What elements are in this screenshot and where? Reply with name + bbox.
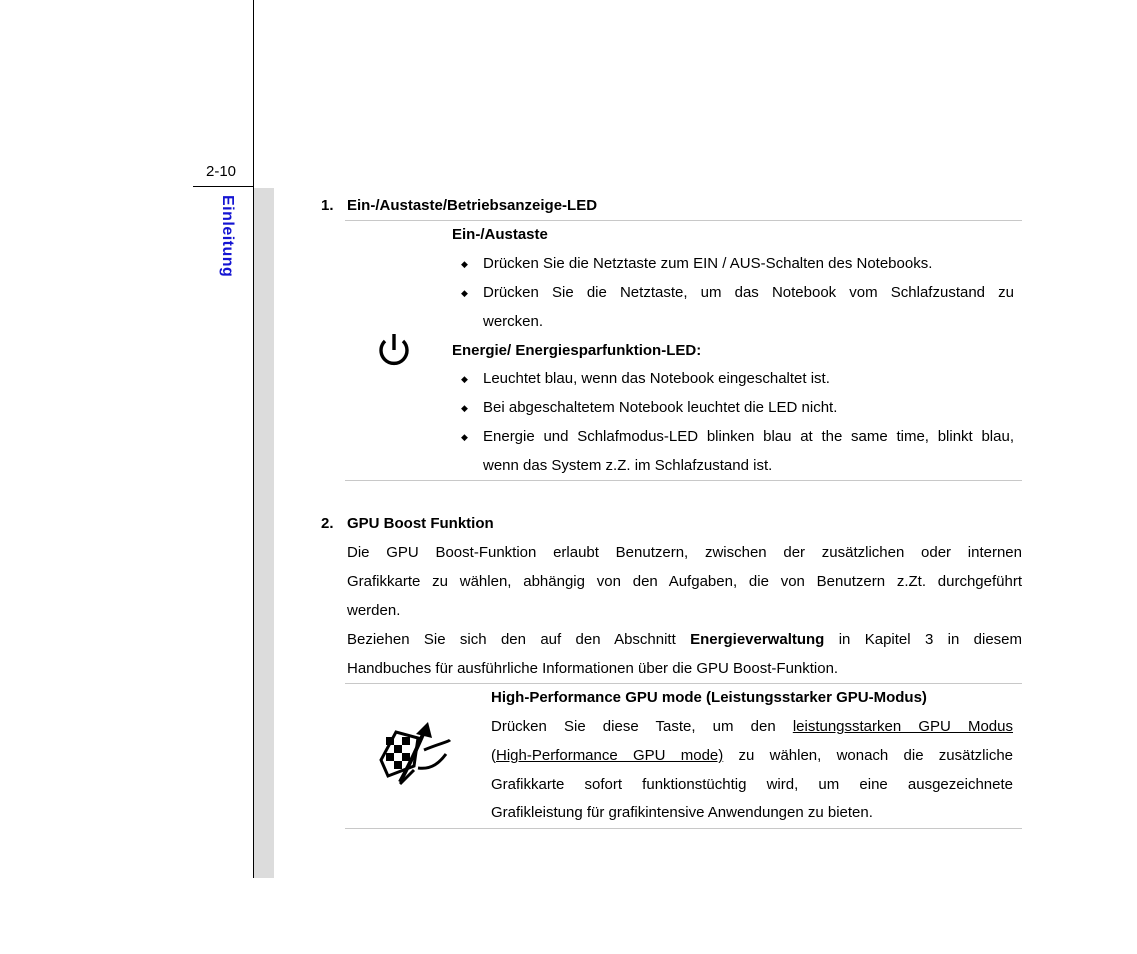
section-1-number: 1. [321,197,334,214]
section-1-title: Ein-/Austaste/Betriebsanzeige-LED [347,197,598,214]
chapter-label: Einleitung [219,195,236,278]
paragraph-line: Beziehen Sie sich den auf den Abschnitt Energieverwaltung in Kapitel 3 in diesem [347,631,1023,648]
bullet-icon: ◆ [461,288,468,298]
section-2-number: 2. [321,515,334,532]
bullet-text: Leuchtet blau, wenn das Notebook eingeschaltet ist. [483,370,830,387]
gpu-boost-icon [378,720,452,794]
gpu-box-bottom-rule [345,828,1022,829]
led-heading: Energie/ Energiesparfunktion-LED: [452,342,702,359]
gpu-box-line: Drücken Sie diese Taste, um den leistungsstarken GPU Modus [491,718,1013,735]
sidebar-bar [254,188,274,878]
page-number-rule [193,186,254,187]
page-number: 2-10 [206,163,237,180]
bullet-icon: ◆ [461,403,468,413]
bullet-text-continued: wercken. [483,313,544,330]
bullet-icon: ◆ [461,259,468,269]
gpu-mode-link-en[interactable]: High-Performance GPU mode) [496,747,724,764]
gpu-box-line: Grafikleistung für grafikintensive Anwendungen zu bieten. [491,804,873,821]
gpu-mode-link[interactable]: leistungsstarken GPU Modus [792,718,1013,735]
paragraph-line: Die GPU Boost-Funktion erlaubt Benutzern, zwischen der zusätzlichen oder internen [347,544,1022,561]
paragraph-line: werden. [347,602,401,619]
bullet-text: Drücken Sie die Netztaste zum EIN / AUS-Schalten des Notebooks. [483,255,933,272]
power-icon [376,332,412,374]
bullet-text: Drücken Sie die Netztaste, um das Notebook vom Schlafzustand zu [483,284,1014,301]
bullet-icon: ◆ [461,374,468,384]
gpu-mode-heading: High-Performance GPU mode (Leistungsstarker GPU-Modus) [491,689,927,706]
bullet-icon: ◆ [461,432,468,442]
power-button-heading: Ein-/Austaste [452,226,548,243]
bullet-text: Bei abgeschaltetem Notebook leuchtet die LED nicht. [483,399,838,416]
gpu-box-line: Grafikkarte sofort funktionstüchtig wird, um eine ausgezeichnete [491,776,1013,793]
bullet-text-continued: wenn das System z.Z. im Schlafzustand ist. [483,457,773,474]
energy-management-reference: Energieverwaltung [690,631,825,648]
section-1-top-rule [345,220,1022,221]
section-1-bottom-rule [345,480,1022,481]
bullet-text: Energie und Schlafmodus-LED blinken blau at the same time, blinkt blau, [483,428,1014,445]
gpu-box-top-rule [345,683,1022,684]
section-2-title: GPU Boost Funktion [347,515,494,532]
paragraph-line: Grafikkarte zu wählen, abhängig von den Aufgaben, die von Benutzern z.Zt. durchgeführt [347,573,1022,590]
paragraph-line: Handbuches für ausführliche Informationen über die GPU Boost-Funktion. [347,660,839,677]
gpu-box-line: (High-Performance GPU mode) zu wählen, wonach die zusätzliche [491,747,1013,764]
